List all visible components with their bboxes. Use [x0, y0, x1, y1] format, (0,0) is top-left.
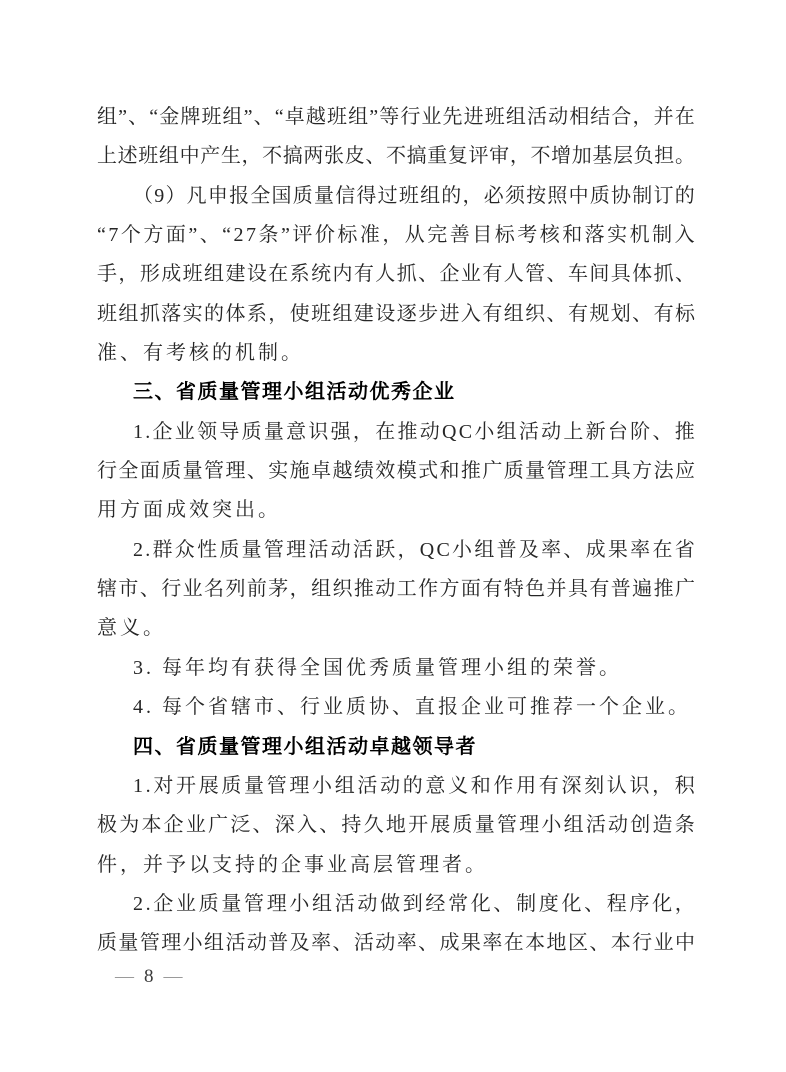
- footer-right-dash: —: [163, 966, 183, 987]
- text-line: “ 7 个 方 面 ” 、 “ 2 7 条 ” 评 价 标 准 ， 从 完 善 目 标 考 核 和 落 实 机 制 入: [97, 224, 695, 247]
- document-body: [97, 98, 695, 964]
- text-line: 手 ， 形 成 班 组 建 设 在 系 统 内 有 人 抓 、 企 业 有 人 管 、 车 间 具 体 抓 、: [97, 263, 695, 286]
- text-line: 准、有考核的机制。: [97, 342, 304, 365]
- section-heading-3: 三、省质量管理小组活动优秀企业: [133, 381, 456, 404]
- text-line: 1 . 企 业 领 导 质 量 意 识 强 ， 在 推 动 Q C 小 组 活 动 上 新 台 阶 、 推: [133, 420, 695, 443]
- text-line: 班 组 抓 落 实 的 体 系 ， 使 班 组 建 设 逐 步 进 入 有 组 织 、 有 规 划 、 有 标: [97, 302, 695, 325]
- text-line: 2 . 企 业 质 量 管 理 小 组 活 动 做 到 经 常 化 、 制 度 化 、 程 序 化 ，: [133, 892, 695, 915]
- section-heading-4: 四、省质量管理小组活动卓越领导者: [133, 735, 477, 758]
- text-line: 质 量 管 理 小 组 活 动 普 及 率 、 活 动 率 、 成 果 率 在 本 地 区 、 本 行 业 中: [97, 932, 695, 955]
- text-line: 用方面成效突出。: [97, 499, 281, 522]
- text-line: 1 . 对 开 展 质 量 管 理 小 组 活 动 的 意 义 和 作 用 有 深 刻 认 识 ， 积: [133, 774, 695, 797]
- text-line: 件，并予以支持的企事业高层管理者。: [97, 853, 488, 876]
- text-line: （ 9 ） 凡 申 报 全 国 质 量 信 得 过 班 组 的 ， 必 须 按 照 中 质 协 制 订 的: [133, 184, 695, 207]
- text-line: 上 述 班 组 中 产 生 ， 不 搞 两 张 皮 、 不 搞 重 复 评 审 ， 不 增 加 基 层 负 担 。: [97, 145, 695, 168]
- page-footer: [115, 966, 183, 988]
- text-line: 3. 每年均有获得全国优秀质量管理小组的荣誉。: [133, 656, 622, 679]
- page-number: 8: [144, 966, 154, 987]
- text-line: 组 ” 、 “ 金 牌 班 组 ” 、 “ 卓 越 班 组 ” 等 行 业 先 进 班 组 活 动 相 结 合 ， 并 在: [97, 106, 695, 128]
- text-line: 极 为 本 企 业 广 泛 、 深 入 、 持 久 地 开 展 质 量 管 理 小 组 活 动 创 造 条: [97, 814, 695, 837]
- text-line: 辖 市 、 行 业 名 列 前 茅 ， 组 织 推 动 工 作 方 面 有 特 色 并 具 有 普 遍 推 广: [97, 578, 695, 601]
- text-line: 行 全 面 质 量 管 理 、 实 施 卓 越 绩 效 模 式 和 推 广 质 量 管 理 工 具 方 法 应: [97, 460, 695, 483]
- footer-left-dash: —: [115, 966, 134, 987]
- text-line: 2 . 群 众 性 质 量 管 理 活 动 活 跃 ， Q C 小 组 普 及 率 、 成 果 率 在 省: [133, 538, 695, 561]
- text-line: 4. 每个省辖市、行业质协、直报企业可推荐一个企业。: [133, 696, 691, 719]
- text-line: 意义。: [97, 617, 166, 640]
